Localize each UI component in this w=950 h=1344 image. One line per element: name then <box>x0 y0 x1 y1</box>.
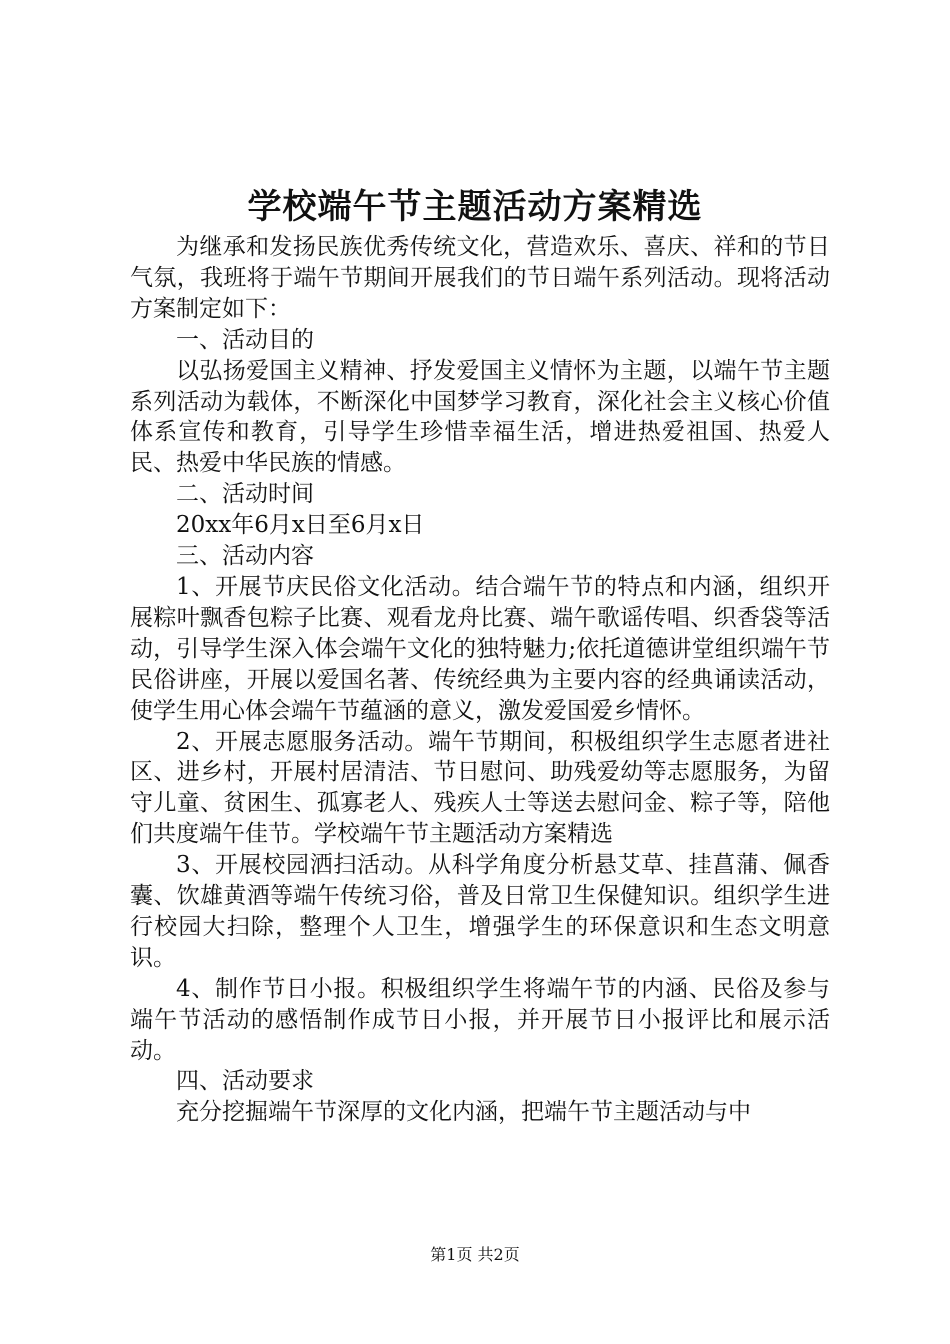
document-title: 学校端午节主题活动方案精选 <box>247 187 703 227</box>
section-heading-purpose: 一、活动目的 <box>176 326 314 353</box>
page-footer: 第1页 共2页 <box>430 1245 520 1264</box>
section-heading-content: 三、活动内容 <box>176 543 314 570</box>
section-heading-requirements: 四、活动要求 <box>176 1068 314 1095</box>
paragraph-content-item-3: 3、开展校园洒扫活动。从科学角度分析悬艾草、挂菖蒲、佩香囊、饮雄黄酒等端午传统习俗，普及日常卫生保健知识。组织学生进行校园大扫除，整理个人卫生，增强学生的环保意识和生态文明意识。 <box>130 852 830 971</box>
paragraph-requirements: 充分挖掘端午节深厚的文化内涵，把端午节主题活动与中 <box>176 1099 751 1126</box>
paragraph-time: 20xx年6月x日至6月x日 <box>176 512 425 539</box>
section-heading-time: 二、活动时间 <box>176 481 314 508</box>
paragraph-content-item-2: 2、开展志愿服务活动。端午节期间，积极组织学生志愿者进社区、进乡村，开展村居清洁、节日慰问、助残爱幼等志愿服务，为留守儿童、贫困生、孤寡老人、残疾人士等送去慰问金、粽子等，陪他们共度端午佳节。学校端午节主题活动方案精选 <box>130 728 830 848</box>
paragraph-intro: 为继承和发扬民族优秀传统文化，营造欢乐、喜庆、祥和的节日气氛，我班将于端午节期间开展我们的节日端午系列活动。现将活动方案制定如下： <box>130 234 830 322</box>
paragraph-content-item-4: 4、制作节日小报。积极组织学生将端午节的内涵、民俗及参与端午节活动的感悟制作成节日小报，并开展节日小报评比和展示活动。 <box>130 975 830 1064</box>
paragraph-content-item-1: 1、开展节庆民俗文化活动。结合端午节的特点和内涵，组织开展粽叶飘香包粽子比赛、观看龙舟比赛、端午歌谣传唱、织香袋等活动，引导学生深入体会端午文化的独特魅力;依托道德讲堂组织端午节民俗讲座，开展以爱国名著、传统经典为主要内容的经典诵读活动，使学生用心体会端午节蕴涵的意义，激发爱国爱乡情怀。 <box>130 573 830 724</box>
paragraph-purpose: 以弘扬爱国主义精神、抒发爱国主义情怀为主题，以端午节主题系列活动为载体，不断深化中国梦学习教育，深化社会主义核心价值体系宣传和教育，引导学生珍惜幸福生活，增进热爱祖国、热爱人民、热爱中华民族的情感。 <box>130 357 830 477</box>
document-body <box>130 232 830 1128</box>
